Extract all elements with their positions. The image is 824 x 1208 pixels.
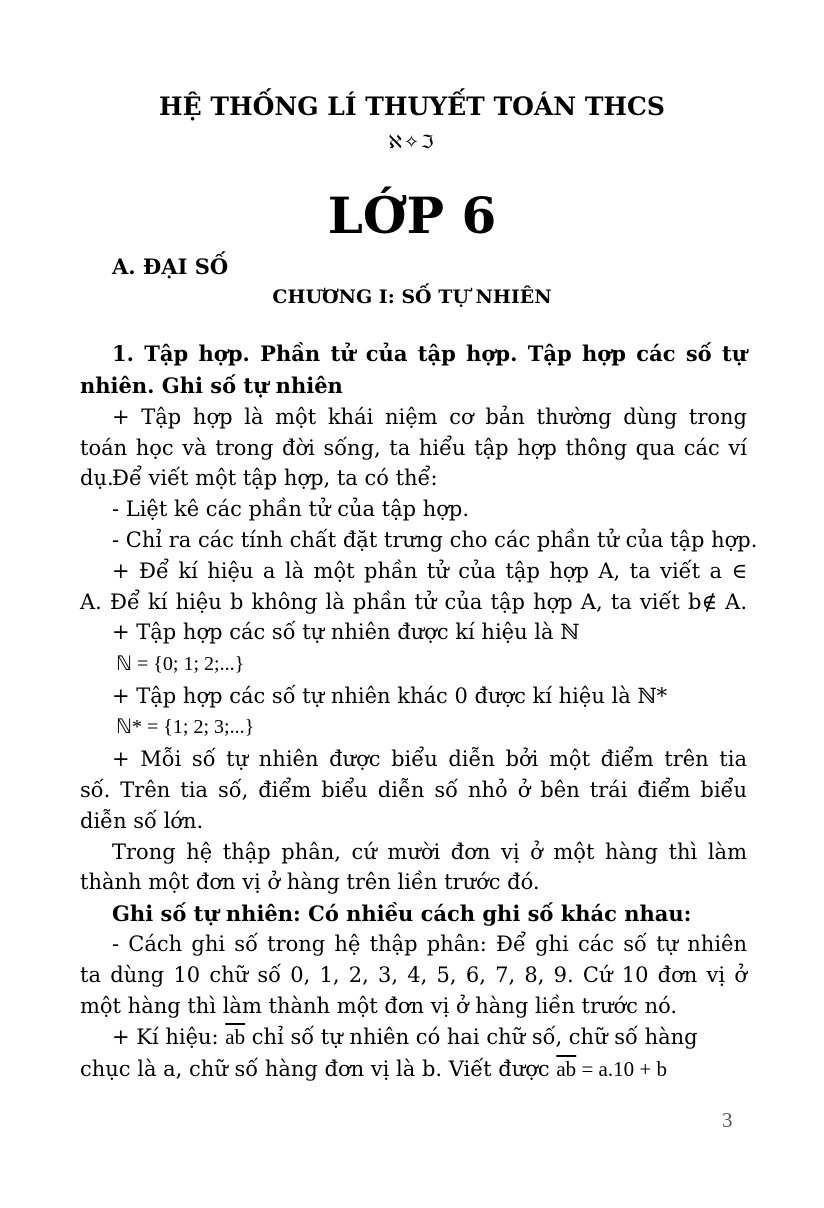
formula: = a.10 + b [576,1057,667,1081]
paragraph-line: thành một đơn vị ở hàng trên liền trước đó. [80,870,540,894]
notation-line [80,1054,667,1084]
paragraph-line: + Mỗi số tự nhiên được biểu diễn bởi một điểm trên tia [112,747,747,771]
paragraph-line: + Tập hợp các số tự nhiên khác 0 được kí hiệu là ℕ* [112,684,668,708]
paragraph-line: số. Trên tia số, điểm biểu diễn số nhỏ ở bên trái điểm biểu [80,778,747,802]
page-number: 3 [722,1108,733,1132]
overline-number: $\overline{ab}$ [556,1057,577,1081]
notation-text: chục là a, chữ số hàng đơn vị là b. Viết được [80,1057,557,1081]
paragraph-line: ta dùng 10 chữ số 0, 1, 2, 3, 4, 5, 6, 7, 8, 9. Cứ 10 đơn vị ở [80,963,747,987]
grade-heading: LỚP 6 [327,186,497,245]
paragraph-line: toán học và trong đời sống, ta hiểu tập hợp thông qua các ví dụ. [80,436,747,490]
subheading: Ghi số tự nhiên: Có nhiều cách ghi số khác nhau: [112,901,692,926]
paragraph-line: + Tập hợp là một khái niệm cơ bản thường dùng trong [112,405,747,429]
section-heading: A. ĐẠI SỐ [112,254,229,279]
document-title: HỆ THỐNG LÍ THUYẾT TOÁN THCS [158,92,665,121]
topic-heading-line-2: nhiên. Ghi số tự nhiên [80,373,343,398]
set-formula: ℕ = {0; 1; 2;...} [116,653,245,675]
chapter-heading: CHƯƠNG I: SỐ TỰ NHIÊN [272,286,552,308]
paragraph-line: diễn số lớn. [80,809,204,833]
paragraph-line: Trong hệ thập phân, cứ mười đơn vị ở một hàng thì làm [112,840,747,864]
notation-label: + Kí hiệu: [112,1025,226,1049]
list-item: - Cách ghi số trong hệ thập phân: Để ghi các số tự nhiên [112,932,747,956]
paragraph-line: + Để kí hiệu a là một phần tử của tập hợp A, ta viết a ∈ [112,559,747,583]
notation-text: chỉ số tự nhiên có hai chữ số, chữ số hàng [245,1025,698,1049]
list-item: - Liệt kê các phần tử của tập hợp. [112,497,470,521]
paragraph-line: Để viết một tập hợp, ta có thể: [112,466,438,490]
paragraph-line: A. Để kí hiệu b không là phần tử của tập hợp A, ta viết b∉ A. [80,590,747,614]
notation-line [112,1022,698,1052]
paragraph-line: + Tập hợp các số tự nhiên được kí hiệu là ℕ [112,620,580,644]
set-formula: ℕ* = {1; 2; 3;...} [116,716,255,738]
paragraph-line: một hàng thì làm thành một đơn vị ở hàng liền trước nó. [80,994,678,1018]
overline-number: $\overline{ab}$ [225,1025,246,1049]
list-item: - Chỉ ra các tính chất đặt trưng cho các phần tử của tập hợp. [112,528,758,552]
ornament-divider: ℵ✧ℑ [388,132,436,153]
topic-heading-line-1: 1. Tập hợp. Phần tử của tập hợp. Tập hợp các số tự [112,341,747,366]
